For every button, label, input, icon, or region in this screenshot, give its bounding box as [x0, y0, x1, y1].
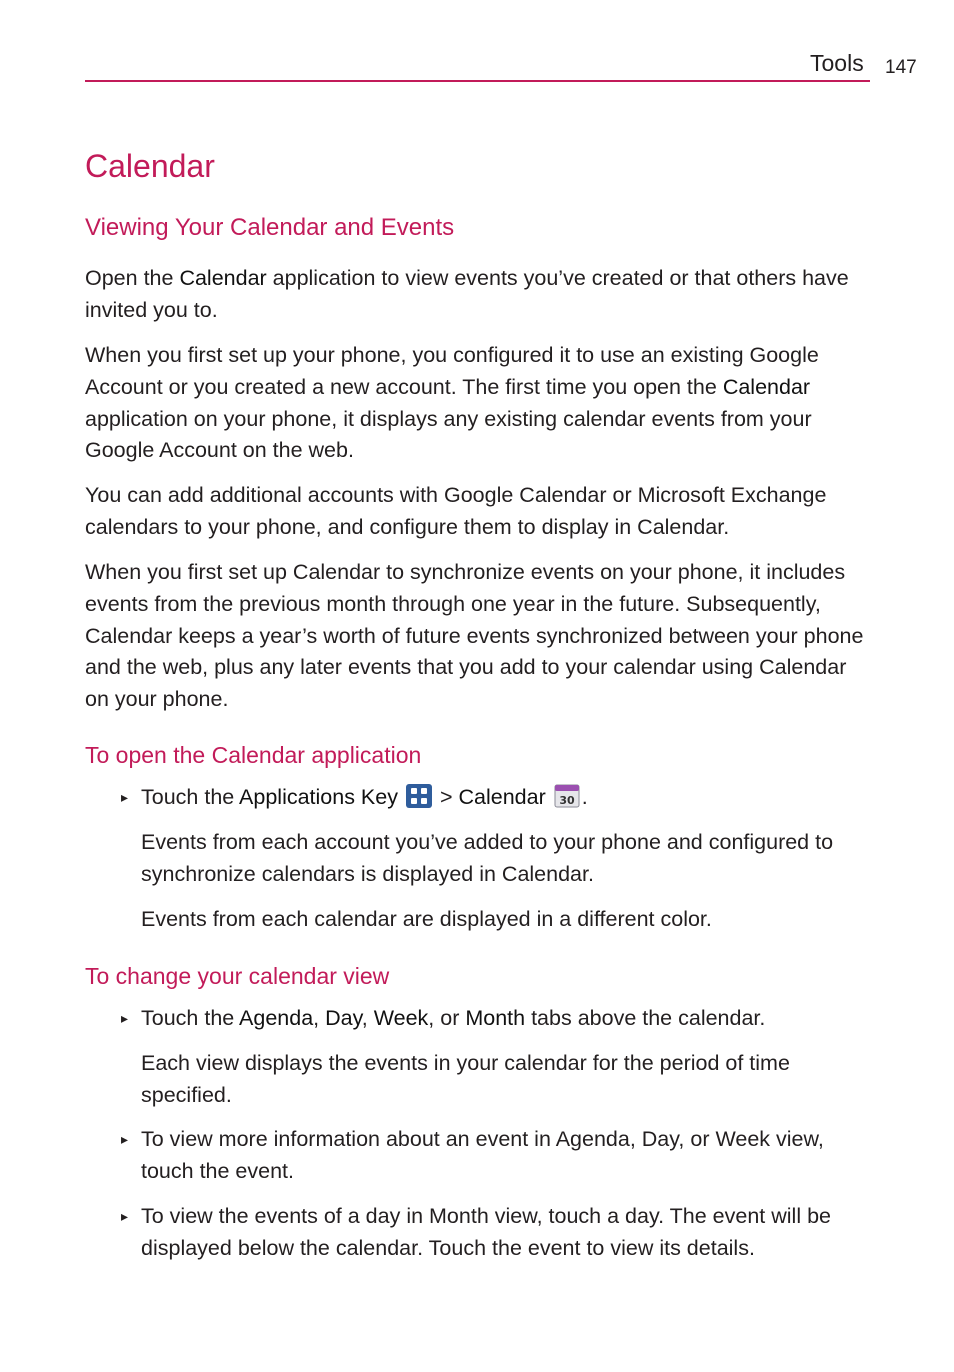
paragraph-text: Open the [85, 266, 180, 290]
paragraph-additional-accounts: You can add additional accounts with Google Calendar or Microsoft Exchange calendars to your phone, and configure them to display in Calendar. [85, 483, 827, 539]
calendar-icon-day: 30 [559, 794, 575, 807]
paragraph-text: application to view events you’ve created or that others have invited you to. [85, 266, 849, 322]
paragraph-open-calendar [85, 263, 875, 327]
step-text: , or [428, 1006, 466, 1030]
step-text: . [581, 785, 588, 809]
step-text: tabs above the calendar. [525, 1006, 766, 1030]
step-text: , [313, 1006, 326, 1030]
day-tab-label: Day [325, 1006, 362, 1030]
note-each-view: Each view displays the events in your calendar for the period of time specified. [141, 1051, 790, 1107]
step-open-calendar [141, 782, 876, 814]
applications-key-label: Applications Key [239, 785, 398, 809]
bullet-arrow-icon: ▸ [121, 1208, 129, 1224]
subheading-open-calendar: To open the Calendar application [85, 742, 422, 768]
paragraph-text: application on your phone, it displays any existing calendar events from your Google Account on the web. [85, 406, 812, 463]
page-number: 147 [885, 57, 917, 78]
calendar-term: Calendar [179, 266, 267, 290]
paragraph-text: When you first set up your phone, you configured it to use an existing Google Account or you created a new account. The first time you open the [85, 343, 819, 399]
week-tab-label: Week [373, 1006, 429, 1030]
header-divider [85, 80, 870, 82]
step-text: Touch the [141, 1006, 240, 1030]
note-different-color: Events from each calendar are displayed in a different color. [141, 907, 712, 931]
header-section-title: Tools [810, 50, 864, 76]
calendar-app-label: Calendar [458, 785, 546, 809]
page-title: Calendar [85, 148, 215, 184]
agenda-tab-label: Agenda [239, 1006, 314, 1030]
step-view-day-events: To view the events of a day in Month view, touch a day. The event will be displayed below the calendar. Touch the event to view its details. [141, 1204, 831, 1260]
subheading-change-view: To change your calendar view [85, 963, 390, 989]
paragraph-first-setup [85, 340, 875, 467]
separator-text: > [433, 785, 459, 809]
step-change-view [141, 1003, 876, 1035]
step-text: Touch the [141, 785, 240, 809]
month-tab-label: Month [465, 1006, 526, 1030]
paragraph-sync: When you first set up Calendar to synchronize events on your phone, it includes events from the previous month through one year in the future. Subsequently, Calendar keeps a year’s worth of future events synchronized between your phone and the web, plus any later events that you add to your calendar using Calendar on your phone. [85, 560, 864, 712]
bullet-arrow-icon: ▸ [121, 789, 129, 805]
bullet-arrow-icon: ▸ [121, 1131, 129, 1147]
note-events-each-account: Events from each account you’ve added to your phone and configured to synchronize calendars is displayed in Calendar. [141, 830, 834, 886]
applications-key-icon [406, 784, 432, 808]
section-heading: Viewing Your Calendar and Events [85, 214, 455, 241]
calendar-term: Calendar [722, 374, 811, 399]
calendar-app-icon [554, 784, 580, 808]
step-view-event-info: To view more information about an event in Agenda, Day, or Week view, touch the event. [141, 1127, 824, 1183]
step-text: , [361, 1006, 374, 1030]
bullet-arrow-icon: ▸ [121, 1010, 129, 1026]
